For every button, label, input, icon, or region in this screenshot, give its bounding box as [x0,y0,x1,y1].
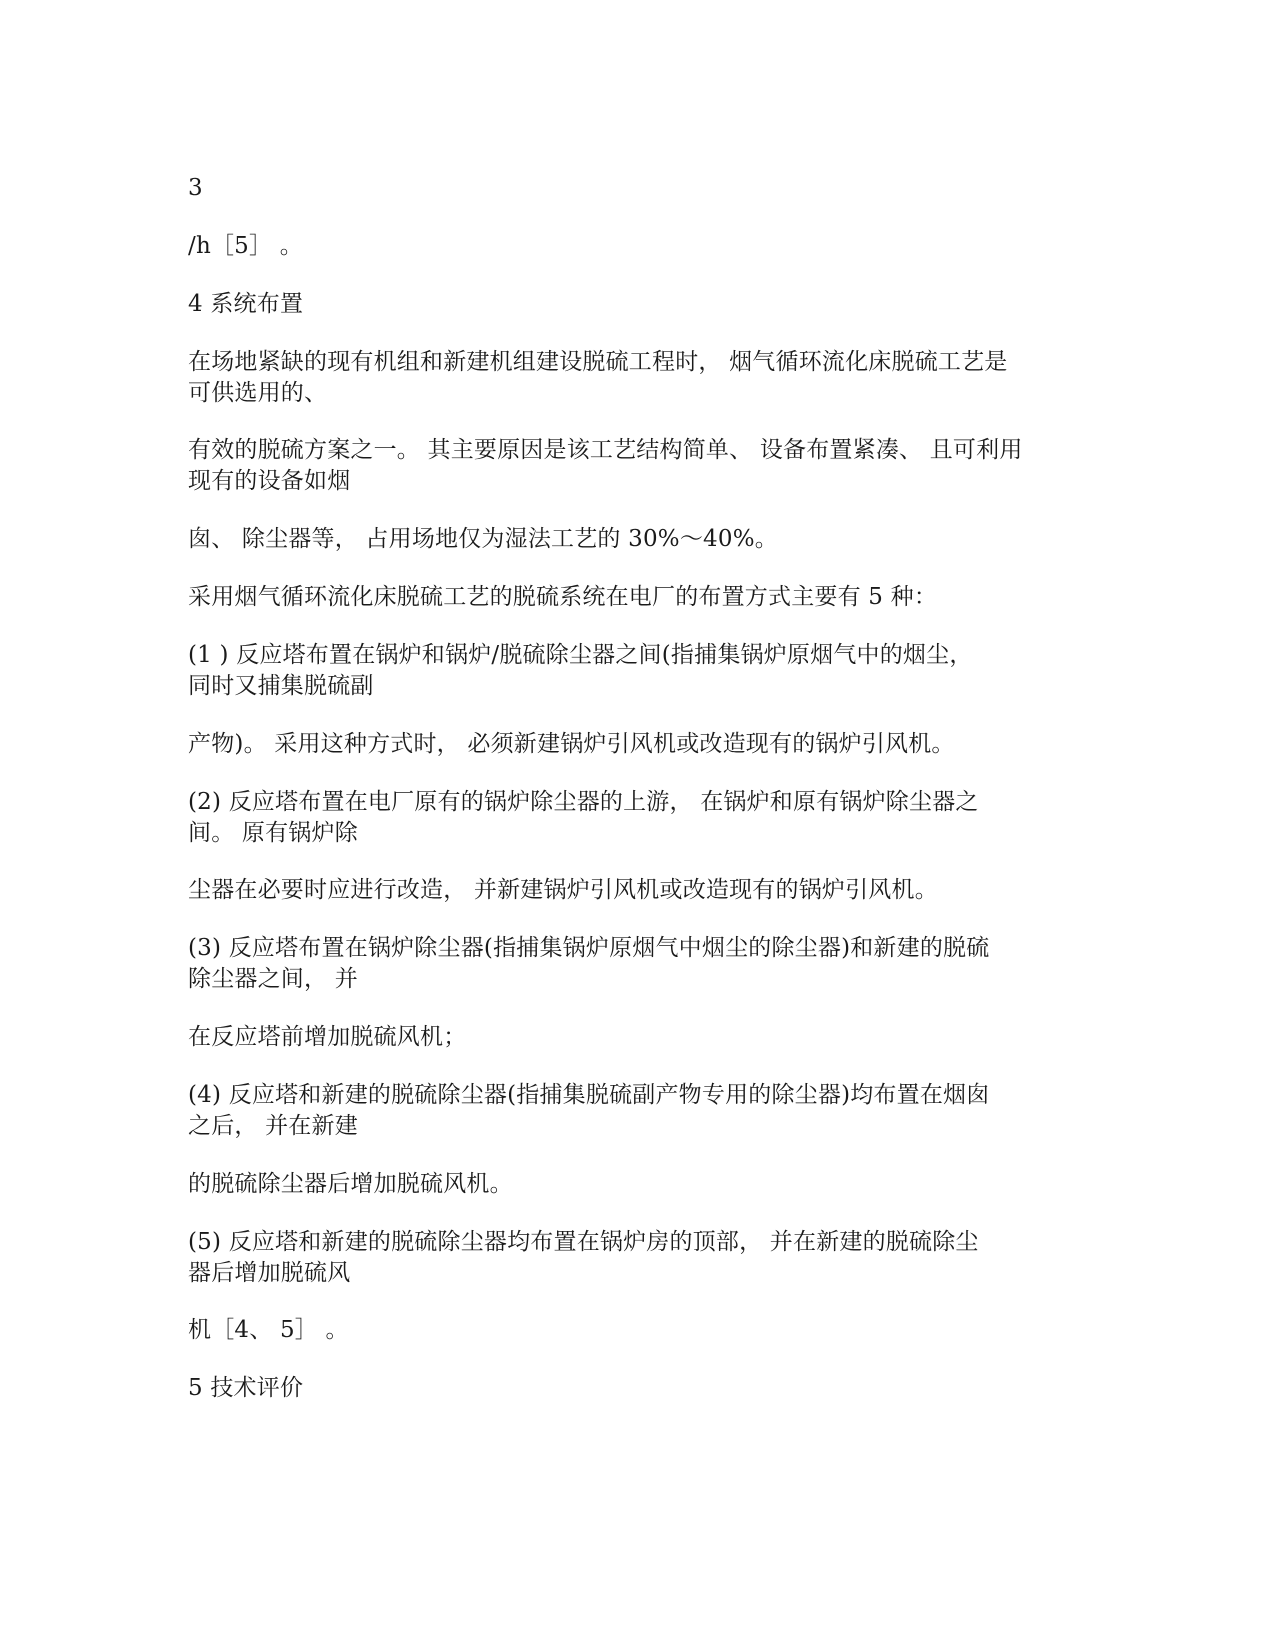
text-line: 现有的设备如烟 [188,468,351,494]
text-line: 有效的脱硫方案之一。 其主要原因是该工艺结构简单、 设备布置紧凑、 且可利用 [188,437,1023,463]
list-item-5: (5) 反应塔和新建的脱硫除尘器均布置在锅炉房的顶部， 并在新建的脱硫除尘 [188,1229,979,1255]
list-item-4: (4) 反应塔和新建的脱硫除尘器(指捕集脱硫副产物专用的除尘器)均布置在烟囱 [188,1082,990,1108]
text-line: 在场地紧缺的现有机组和新建机组建设脱硫工程时， 烟气循环流化床脱硫工艺是 [188,349,1008,375]
text-line: 机［4、 5］ 。 [188,1317,349,1343]
section-heading: 5 技术评价 [188,1375,304,1401]
text-line: 之后， 并在新建 [188,1113,358,1139]
text-line: 产物)。 采用这种方式时， 必须新建锅炉引风机或改造现有的锅炉引风机。 [188,731,955,757]
text-line: 囱、 除尘器等， 占用场地仅为湿法工艺的 30%～40%。 [188,526,778,552]
list-item-2: (2) 反应塔布置在电厂原有的锅炉除尘器的上游， 在锅炉和原有锅炉除尘器之 [188,789,979,815]
text-line: 同时又捕集脱硫副 [188,673,374,699]
text-line: 除尘器之间， 并 [188,966,358,992]
text-line: 可供选用的、 [188,380,328,406]
list-item-3: (3) 反应塔布置在锅炉除尘器(指捕集锅炉原烟气中烟尘的除尘器)和新建的脱硫 [188,935,990,961]
section-heading: 4 系统布置 [188,291,304,317]
superscript-line: 3 [188,175,203,201]
text-line: /h［5］ 。 [188,233,303,259]
text-line: 尘器在必要时应进行改造， 并新建锅炉引风机或改造现有的锅炉引风机。 [188,877,938,903]
text-line: 间。 原有锅炉除 [188,820,358,846]
text-line: 在反应塔前增加脱硫风机； [188,1024,467,1050]
text-line: 器后增加脱硫风 [188,1260,351,1286]
text-line: 采用烟气循环流化床脱硫工艺的脱硫系统在电厂的布置方式主要有 5 种： [188,584,938,610]
text-line: 的脱硫除尘器后增加脱硫风机。 [188,1171,513,1197]
list-item-1: (1 ) 反应塔布置在锅炉和锅炉/脱硫除尘器之间(指捕集锅炉原烟气中的烟尘， [188,642,973,668]
